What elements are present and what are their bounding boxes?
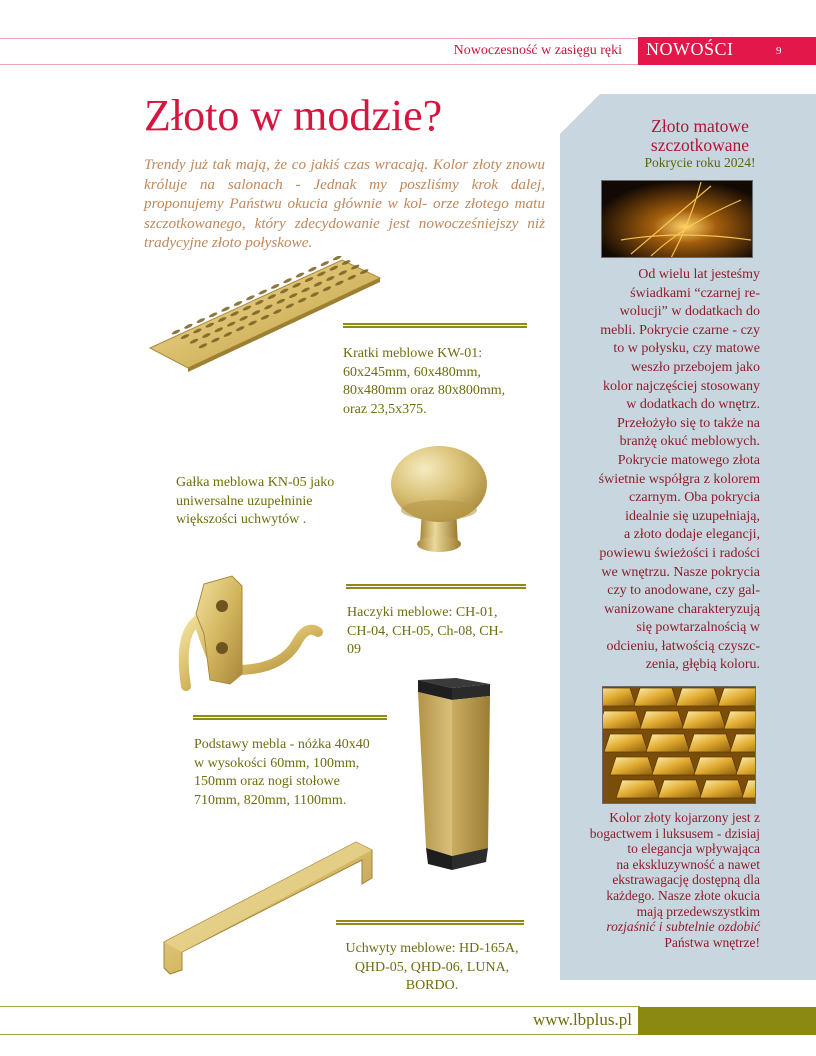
handle-line: QHD-05, QHD-06, LUNA, <box>354 959 510 975</box>
sidebar-footer-line: Kolor złoty kojarzony jest z <box>609 810 760 825</box>
leg-rule <box>193 715 387 720</box>
gold-bars-photo <box>602 686 756 804</box>
gold-sparks-photo <box>601 180 753 258</box>
sidebar-body-line: branżę okuć meblowych. <box>619 434 760 450</box>
hook-line: CH-04, CH-05, Ch-08, CH- <box>347 623 504 639</box>
handle-line: BORDO. <box>405 978 459 993</box>
sidebar-title <box>600 117 800 155</box>
knob-line: uniwersalne uzupełninie <box>176 493 313 509</box>
sidebar-body-line: świadkami “czarnej re- <box>630 285 760 301</box>
leg-line: w wysokości 60mm, 100mm, <box>194 755 360 771</box>
hook-line: Haczyki meblowe: CH-01, <box>347 605 498 620</box>
knob-image <box>388 444 490 558</box>
handle-description <box>340 940 524 996</box>
sidebar-body-line: Od wielu lat jesteśmy <box>638 267 760 282</box>
sidebar-title-line: szczotkowane <box>650 135 750 155</box>
handle-rule <box>336 920 524 925</box>
grille-line: Kratki meblowe KW-01: <box>343 346 483 361</box>
grille-rule <box>343 323 527 328</box>
hook-line: 09 <box>347 642 361 657</box>
sidebar-footer-line: Państwa wnętrze! <box>664 934 760 950</box>
sidebar-body-line: Pokrycie matowego złota <box>617 452 760 468</box>
knob-line: większości uchwytów . <box>176 512 307 527</box>
leg-line: 710mm, 820mm, 1100mm. <box>194 792 347 808</box>
footer-url[interactable]: www.lbplus.pl <box>532 1010 632 1029</box>
sidebar-body-line: Przełożyło się to także na <box>616 415 760 431</box>
hook-image <box>176 574 326 692</box>
hook-rule <box>346 584 526 589</box>
sidebar-body-line: zenia, głębią koloru. <box>645 657 760 673</box>
sidebar-body-line: to w połysku, czy matowe <box>613 341 760 357</box>
footer-accent-box <box>638 1007 816 1035</box>
sidebar-title-line: Złoto matowe <box>651 116 749 136</box>
sidebar-body-line: a złoto dodaje elegancji, <box>623 527 760 543</box>
sidebar-body-line: czy to anodowane, czy gal- <box>607 583 760 599</box>
sidebar-body-line: we wnętrzu. Nasze pokrycia <box>601 564 760 580</box>
sidebar-body-line: kolor najczęściej stosowany <box>602 378 760 394</box>
sidebar-footer-line: na ekskluzywność a nawet <box>616 856 760 872</box>
sidebar-body-line: czarnym. Oba pokrycia <box>629 490 760 506</box>
sidebar-body-line: idealnie się uzupełniają, <box>625 508 760 524</box>
grille-line: 60x245mm, 60x480mm, <box>343 364 482 380</box>
page-number: 9 <box>776 45 782 57</box>
leg-image <box>412 676 496 874</box>
leg-description <box>194 736 370 810</box>
sidebar-footer-line: bogactwem i luksusem - dzisiaj <box>589 825 760 841</box>
grille-description <box>343 345 505 419</box>
header-rule-bottom <box>0 64 640 65</box>
sidebar-body <box>570 266 760 675</box>
sidebar-body-line: powiewu świeżości i radości <box>599 545 760 561</box>
page-title: Złoto w modzie? <box>144 91 443 140</box>
footer-rule-top <box>0 1006 640 1007</box>
leg-line: 150mm oraz nogi stołowe <box>194 774 340 789</box>
sidebar-body-line: wolucji” w dodatkach do <box>619 304 760 320</box>
sidebar-footer-line: ekstrawagację dostępną dla <box>612 872 760 888</box>
sidebar-body-line: odcieniu, łatwością czyszc- <box>606 638 760 654</box>
sidebar-subtitle: Pokrycie roku 2024! <box>644 155 756 170</box>
sidebar-body-line: w dodatkach do wnętrz. <box>626 397 760 413</box>
sidebar-body-line: wanizowane charakteryzują <box>604 601 760 617</box>
sidebar-footer-line: mają przedewszystkim <box>636 903 760 919</box>
handle-line: Uchwyty meblowe: HD-165A, <box>345 941 519 956</box>
sidebar-footer-line: każdego. Nasze złote okucia <box>606 887 760 903</box>
sidebar-footer-italic: rozjaśnić i subtelnie ozdobić <box>606 919 760 935</box>
knob-description <box>176 474 334 530</box>
knob-line: Gałka meblowa KN-05 jako <box>176 475 335 490</box>
hook-description <box>347 604 503 660</box>
sidebar-footer-line: to elegancja wpływająca <box>627 841 760 857</box>
sidebar-body-line: mebli. Pokrycie czarne - czy <box>600 322 760 338</box>
lead-paragraph: Trendy już tak mają, że co jakiś czas wracają. Kolor złoty znowu króluje na salonach - Jednak my poszliśmy krok dalej, proponujemy Państwu okucia głównie w kol- orze złotego matu szczotkowanego, który zdecydowanie jest nowocześniejszy niż tradycyjne złoto połyskowe. <box>144 156 545 251</box>
sidebar-body-line: świetnie współgra z kolorem <box>598 471 760 487</box>
footer-rule-bottom <box>0 1034 640 1035</box>
leg-line: Podstawy mebla - nóżka 40x40 <box>194 737 370 752</box>
grille-line: 80x480mm oraz 80x800mm, <box>343 383 506 398</box>
sidebar-footer-text <box>566 810 760 950</box>
header-rule-top <box>0 38 640 39</box>
sidebar-body-line: weszło przebojem jako <box>630 359 760 375</box>
grille-line: oraz 23,5x375. <box>343 401 427 417</box>
header-section-label: NOWOŚCI <box>646 39 734 59</box>
sidebar-body-line: się powtarzalnością w <box>636 620 760 636</box>
header-tagline: Nowoczesność w zasięgu ręki <box>453 43 622 58</box>
